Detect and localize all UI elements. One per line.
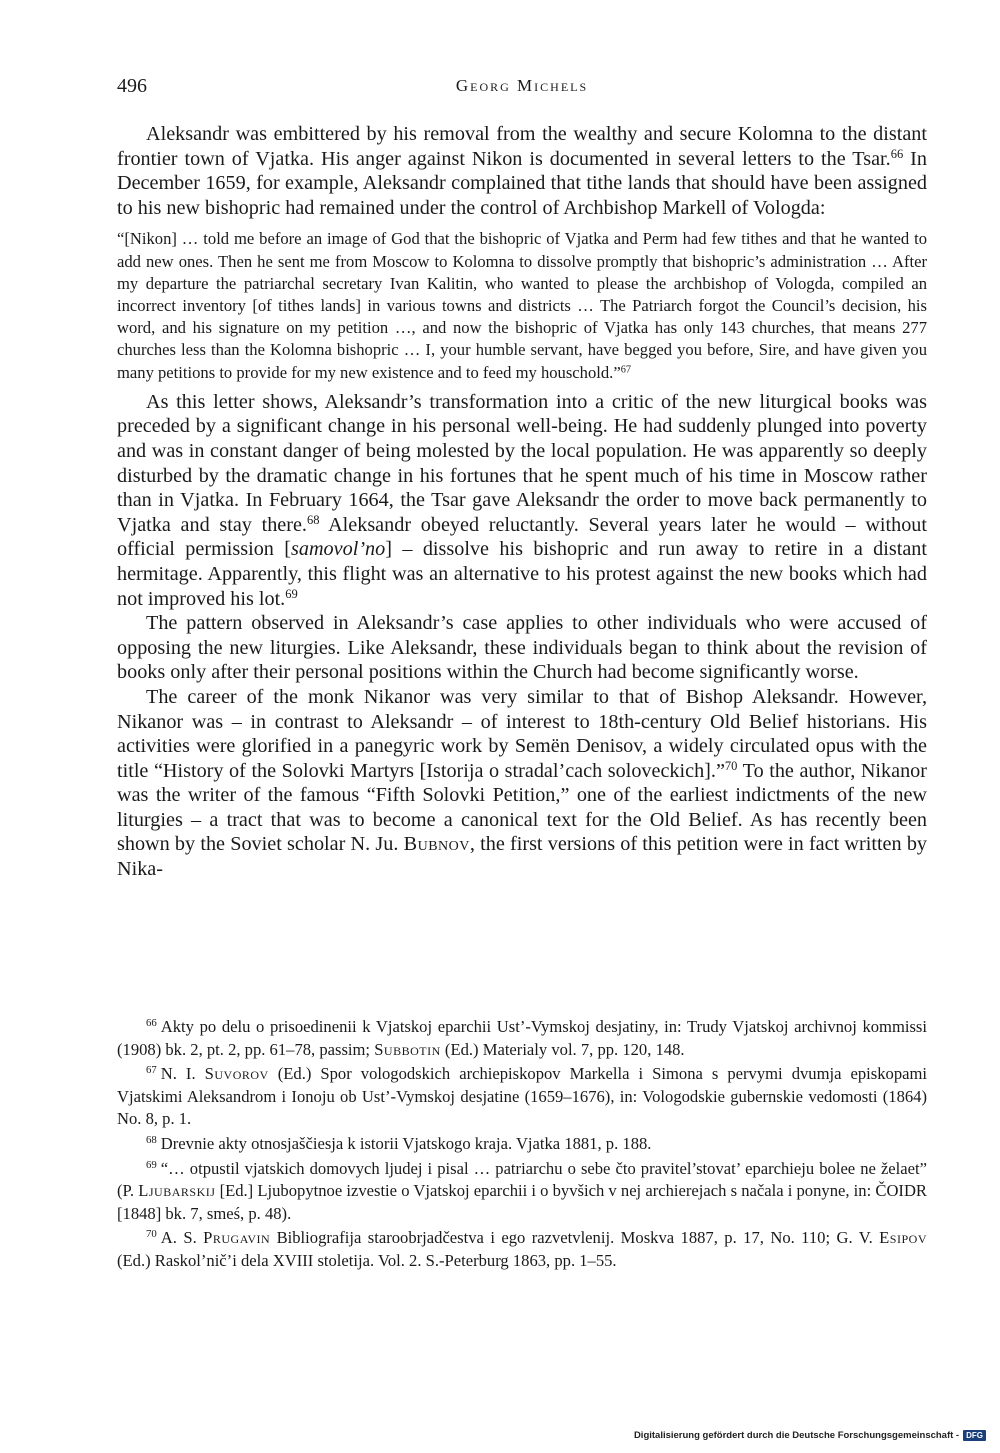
block-quote: “[Nikon] … told me before an image of God that the bishopric of Vjatka and Perm had few tithes and that he wanted to add new ones. Then he sent me from Moscow to Kolomna to dissolve promptly that bishopric’s administration … After my departure the patriarchal secretary Ivan Kalitin, who wanted to please the archbishop of Vologda, compiled an incorrect inventory [of tithes lands] in various towns and districts … The Patriarch forgot the Council’s decision, his word, and his signature on my petition …, and now the bishopric of Vjatka has only 143 churches, that means 277 churches less than the Kolomna bishopric … I, your humble servant, have begged you before, Sire, and have given you many petitions to provide for my new existence and to feed my houschold.”$^{67}$ [117,229,927,382]
page-number: 496 [117,75,147,97]
author-name: Bubnov [403,833,470,856]
footnote-ref-68[interactable]: 68 [306,512,320,527]
footnote-ref-67[interactable]: 67 [620,363,631,375]
footnote-66: $^{66}$ Akty po delu o prisoedinenii k Vjatskoj eparchii Ust’-Vymskoj desjatiny, in: Trudy Vjatskoj archivnoj kommissi (1908) bk. 2, pt. 2, pp. 61–78, passim; Subbotin (Ed.) Materialy vol. 7, pp. 120, 148. [117,1017,927,1059]
footnote-69: $^{69}$ “… otpustil vjatskich domovych ljudej i pisal … patriarchu o sebe čto pravitel’stovat’ eparchieju bolee ne želaet” (P. Ljubarskij [Ed.] Ljubopytnoe izvestie o Vjatskoj eparchii i o byvšich v nej archierejach s načala i ponyne, in: ČOIDR [1848] bk. 7, smeś, p. 48). [117,1158,928,1223]
main-text [117,122,927,882]
paragraph-4: The career of the monk Nikanor was very similar to that of Bishop Aleksandr. However, Nikanor was – in contrast to Aleksandr – of interest to 18th-century Old Belief historians. His activities were glorified in a panegyric work by Semën Denisov, a widely circulated opus with the title “History of the Solovki Martyrs [Istorija o stradal’cach soloveckich].”$^{70}$ To the author, Nikanor was the writer of the famous “Fifth Solovki Petition,” one of the earliest indictments of the new liturgies – a tract that was to become a canonical text for the Old Belief. As has recently been shown by the Soviet scholar N. Ju. Bubnov, the first versions of this petition were in fact written by Nika- [117,685,928,881]
footnote-67: $^{67}$ N. I. Suvorov (Ed.) Spor vologodskich archiepiskopov Markella i Simona s pervymi dvumja episkopami Vjatskimi Aleksandrom i Ionoju ob Ust’-Vymskoj desjatine (1659–1676), in: Vologodskie gubernskie vedomosti (1864) No. 8, p. 1. [117,1064,927,1129]
dfg-logo: DFG [963,1430,986,1441]
paragraph-2: As this letter shows, Aleksandr’s transformation into a critic of the new liturgical books was preceded by a significant change in his personal well-being. He had suddenly plunged into poverty and was in constant danger of being molested by the local population. He was apparently so deeply disturbed by the dramatic change in his fortunes that he spent much of his time in Moscow rather than in Vjatka. In February 1664, the Tsar gave Aleksandr the order to move back permanently to Vjatka and stay there.$^{68}$ Aleksandr obeyed reluctantly. Several years later he would – without official permission [samovol’no] – dissolve his bishopric and run away to retire in a distant hermitage. Apparently, this flight was an alternative to his protest against the new books which had not improved his lot.$^{69}$ [117,390,928,610]
footnote-70: $^{70}$ A. S. Prugavin Bibliografija staroobrjadčestva i ego razvetvlenij. Moskva 1887, p. 17, No. 110; G. V. Esipov (Ed.) Raskol’nič’i dela XVIII stoletija. Vol. 2. S.-Peterburg 1863, pp. 1–55. [117,1228,927,1270]
footnote-ref-70[interactable]: 70 [724,758,738,773]
page-header [117,75,927,101]
paragraph-3: The pattern observed in Aleksandr’s case applies to other individuals who were accused of opposing the new liturgies. Like Aleksandr, these individuals began to think about the revision of books only after their personal positions within the Church had become significantly worse. [117,612,927,684]
running-head: Georg Michels [455,76,589,95]
italic-term: samovol’no [291,538,386,561]
footnote-ref-69[interactable]: 69 [285,586,298,601]
footnotes [117,1016,927,1275]
credit-text: Digitalisierung gefördert durch die Deutsche Forschungsgemeinschaft - [633,1430,960,1441]
footnote-68: $^{68}$ Drevnie akty otnosjaščiesja k istorii Vjatskogo kraja. Vjatka 1881, p. 188. [146,1133,652,1153]
digitization-credit [634,1430,986,1441]
paragraph-1: Aleksandr was embittered by his removal from the wealthy and secure Kolomna to the distant frontier town of Vjatka. His anger against Nikon is documented in several letters to the Tsar.$^{66}$ In December 1659, for example, Aleksandr complained that tithe lands that should have been assigned to his new bishopric had remained under the control of Archbishop Markell of Vologda: [117,123,927,219]
footnote-ref-66[interactable]: 66 [890,146,904,161]
